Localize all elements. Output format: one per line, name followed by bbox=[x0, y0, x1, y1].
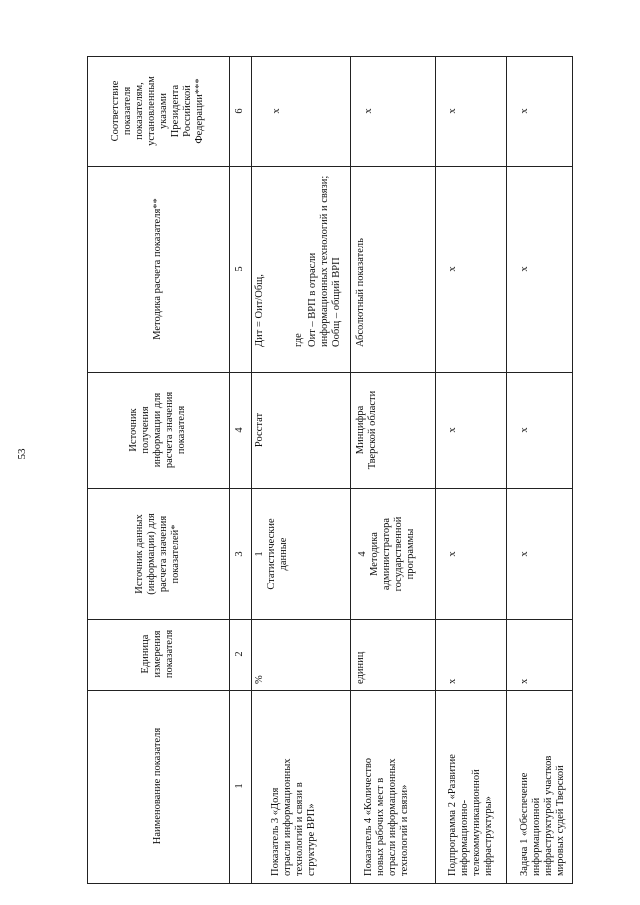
table-column-divider bbox=[87, 488, 573, 489]
table-row-divider bbox=[251, 56, 252, 884]
row1-method-definitions: Оит – ВРП в отрасли информационных технологий и связи; Ообщ – общий ВРП bbox=[307, 175, 342, 347]
row4-unit: x bbox=[519, 678, 530, 684]
header-name: Наименование показателя bbox=[152, 727, 163, 845]
table-row-divider bbox=[229, 56, 230, 884]
table-border bbox=[87, 883, 573, 884]
row2-source-info: Минцифра Тверской области bbox=[355, 390, 378, 470]
row1-name: Показатель 3 «Доля отрасли информационных технологий и связи в структуре ВРП» bbox=[270, 758, 317, 876]
header-source-info: Источник получения информации для расчета значения показателя bbox=[128, 391, 187, 469]
table-border bbox=[572, 56, 573, 884]
row1-method-formula: Дит = Оит/Общ, bbox=[254, 274, 265, 347]
row3-compliance: x bbox=[447, 108, 458, 114]
row1-unit: % bbox=[254, 675, 265, 684]
column-number: 6 bbox=[234, 108, 245, 114]
column-number: 5 bbox=[234, 266, 245, 272]
table-row-divider bbox=[506, 56, 507, 884]
row4-source-data: x bbox=[519, 551, 530, 557]
indicator-table bbox=[87, 56, 573, 884]
row3-name: Подпрограмма 2 «Развитие информационно- телекоммуникационной инфраструктуры» bbox=[447, 754, 494, 876]
table-border bbox=[87, 56, 88, 884]
table-row-divider bbox=[350, 56, 351, 884]
row1-source-info: Росстат bbox=[254, 412, 265, 448]
row3-method: x bbox=[447, 266, 458, 272]
column-number: 2 bbox=[234, 651, 245, 657]
row3-unit: x bbox=[447, 678, 458, 684]
table-row-divider bbox=[435, 56, 436, 884]
header-method: Методика расчета показателя** bbox=[152, 198, 163, 340]
header-source-data: Источник данных (информации) для расчета значения показателей* bbox=[134, 513, 181, 595]
row1-source-data: 1 Статистические данные bbox=[254, 518, 289, 590]
row4-name: Задача 1 «Обеспечение информационной инфраструктурой участков мировых судей Тверской bbox=[519, 755, 566, 876]
row1-compliance: x bbox=[271, 108, 282, 114]
row2-compliance: x bbox=[363, 108, 374, 114]
column-number: 3 bbox=[234, 551, 245, 557]
row3-source-data: x bbox=[447, 551, 458, 557]
row4-source-info: x bbox=[519, 427, 530, 433]
page-number: 53 bbox=[16, 448, 28, 460]
row4-compliance: x bbox=[519, 108, 530, 114]
row2-source-data: 4 Методика администратора государственной программы bbox=[357, 516, 416, 592]
row1-method-where: где bbox=[293, 333, 304, 347]
row3-source-info: x bbox=[447, 427, 458, 433]
column-number: 4 bbox=[234, 427, 245, 433]
header-compliance: Соответствие показателя показателям, установленным указами Президента Российской Федерации*** bbox=[110, 76, 205, 146]
row4-method: x bbox=[519, 266, 530, 272]
table-border bbox=[87, 56, 573, 57]
column-number: 1 bbox=[234, 783, 245, 789]
row2-name: Показатель 4 «Количество новых рабочих мест в отрасли информационных технологий и связи» bbox=[363, 757, 410, 876]
row2-unit: единиц bbox=[355, 651, 366, 684]
row2-method: Абсолютный показатель bbox=[355, 238, 366, 347]
header-unit: Единица измерения показателя bbox=[140, 629, 175, 679]
